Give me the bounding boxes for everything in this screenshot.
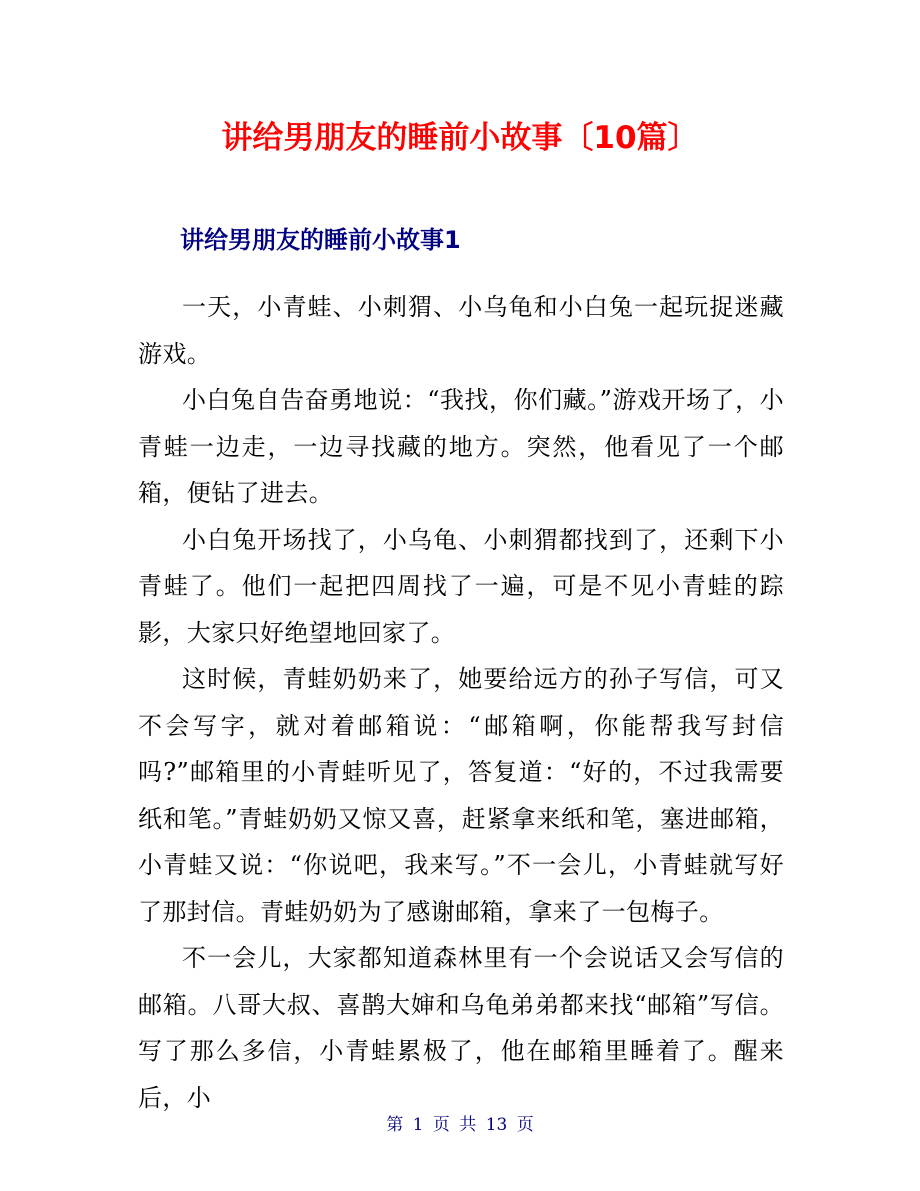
paragraph: 小白兔开场找了，小乌龟、小刺猬都找到了，还剩下小青蛙了。他们一起把四周找了一遍，可是不见小青蛙的踪影，大家只好绝望地回家了。 [138, 525, 784, 647]
paragraph: 小白兔自告奋勇地说：“我找，你们藏。”游戏开场了，小青蛙一边走，一边寻找藏的地方。突然，他看见了一个邮箱，便钻了进去。 [138, 386, 784, 507]
paragraph: 一天，小青蛙、小刺猬、小乌龟和小白兔一起玩捉迷藏游戏。 [138, 293, 784, 368]
section-heading: 讲给男朋友的睡前小故事1 [180, 226, 461, 254]
paragraph: 这时候，青蛙奶奶来了，她要给远方的孙子写信，可又不会写字，就对着邮箱说：“邮箱啊，你能帮我写封信吗?”邮箱里的小青蛙听见了，答复道：“好的，不过我需要纸和笔。”青蛙奶奶又惊又喜，赶紧拿来纸和笔，塞进邮箱，小青蛙又说：“你说吧，我来写。”不一会儿，小青蛙就写好了那封信。青蛙奶奶为了感谢邮箱，拿来了一包梅子。 [138, 665, 784, 926]
story-body [138, 284, 784, 1121]
page-number-footer: 第 1 页 共 13 页 [386, 1115, 534, 1135]
paragraph: 不一会儿，大家都知道森林里有一个会说话又会写信的邮箱。八哥大叔、喜鹊大婶和乌龟弟弟都来找“邮箱”写信。写了那么多信，小青蛙累极了，他在邮箱里睡着了。醒来后，小 [138, 944, 784, 1112]
document-title: 讲给男朋友的睡前小故事〔10篇〕 [221, 120, 699, 156]
